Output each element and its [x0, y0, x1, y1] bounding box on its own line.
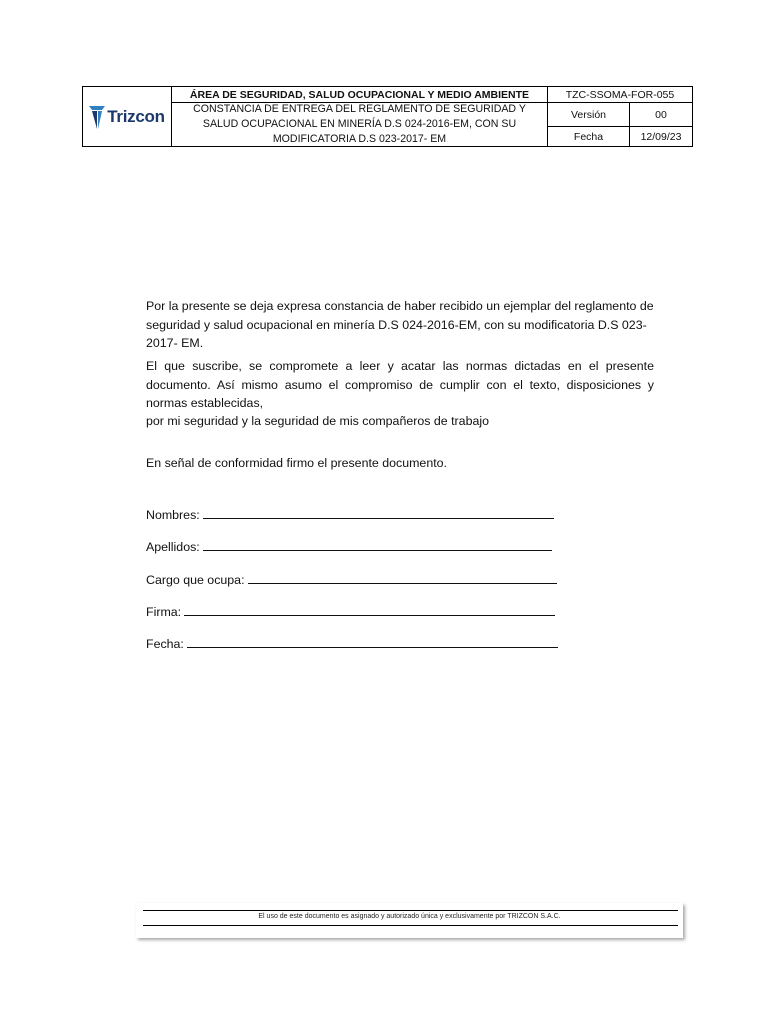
date-value: 12/09/23	[640, 130, 682, 143]
version-label: Versión	[548, 103, 630, 127]
paragraph-receipt: Por la presente se deja expresa constancia de haber recibido un ejemplar del reglamento de seguridad y salud ocupacional en minería D.S 024-2016-EM, con su modificatoria D.S 023-2017- EM.	[146, 299, 654, 350]
paragraph-commitment: El que suscribe, se compromete a leer y acatar las normas dictadas en el presente documento. Así mismo asumo el compromiso de cumplir con el texto, disposiciones y normas establecidas,	[146, 359, 654, 410]
surnames-label: Apellidos:	[146, 540, 200, 554]
paragraph-conformity: En señal de conformidad firmo el presente documento.	[146, 456, 447, 470]
document-header-table	[82, 86, 693, 147]
surnames-field[interactable]	[146, 539, 552, 555]
logo-text: Trizcon	[107, 106, 165, 126]
company-logo	[89, 104, 164, 130]
position-label: Cargo que ocupa:	[146, 573, 245, 587]
area-title: ÁREA DE SEGURIDAD, SALUD OCUPACIONAL Y MEDIO AMBIENTE	[172, 87, 548, 103]
document-title: CONSTANCIA DE ENTREGA DEL REGLAMENTO DE SEGURIDAD Y SALUD OCUPACIONAL EN MINERÍA D.S 024-2016-EM, CON SU MODIFICATORIA D.S 023-2017- EM	[172, 103, 548, 146]
footer-note: El uso de este documento es asignado y autorizado única y exclusivamente por TRIZCON S.A.C.	[258, 913, 561, 920]
signature-line[interactable]	[184, 604, 555, 616]
names-line[interactable]	[203, 507, 554, 519]
footer-bottom-rule	[143, 925, 678, 926]
signature-field[interactable]	[146, 604, 555, 620]
version-value: 00	[630, 103, 692, 127]
logo-cell	[83, 87, 172, 146]
surnames-line[interactable]	[203, 539, 552, 551]
footer-top-rule	[143, 910, 678, 911]
date-field-label: Fecha:	[146, 637, 184, 651]
document-footer	[136, 903, 683, 938]
document-code: TZC-SSOMA-FOR-055	[548, 87, 692, 103]
paragraph-safety: por mi seguridad y la seguridad de mis compañeros de trabajo	[146, 414, 489, 428]
date-line[interactable]	[187, 636, 558, 648]
date-field[interactable]	[146, 636, 558, 652]
names-label: Nombres:	[146, 508, 200, 522]
position-field[interactable]	[146, 572, 557, 588]
date-label: Fecha	[548, 127, 630, 146]
position-line[interactable]	[248, 572, 557, 584]
trizcon-mark-icon	[89, 104, 105, 130]
names-field[interactable]	[146, 507, 554, 523]
signature-label: Firma:	[146, 605, 182, 619]
